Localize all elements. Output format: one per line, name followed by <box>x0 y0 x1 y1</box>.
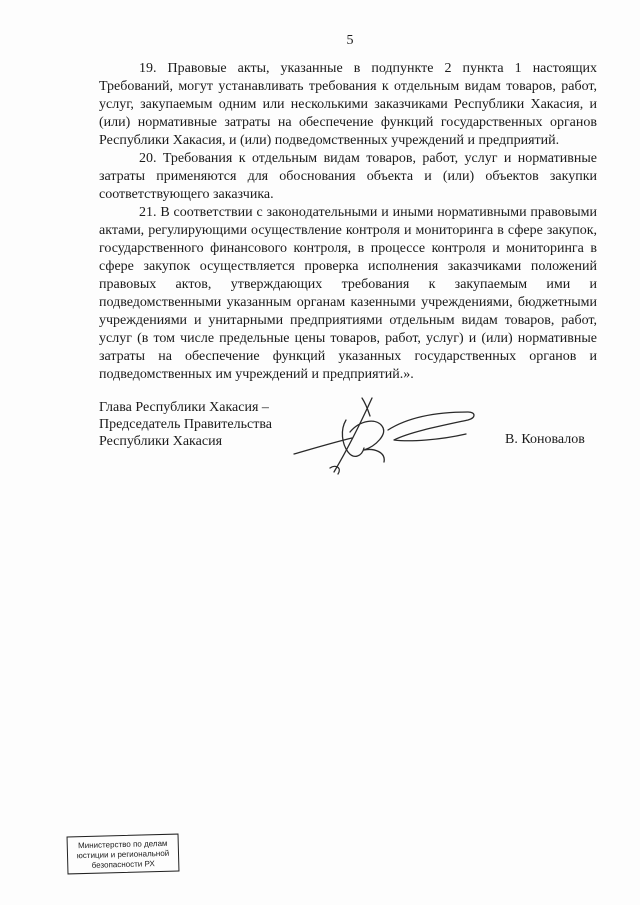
stamp-line3: безопасности РХ <box>91 859 155 870</box>
stamp-line2: юстиции и региональной <box>76 848 170 861</box>
handwritten-signature <box>290 390 490 480</box>
document-body <box>99 60 597 384</box>
paragraph-19: 19. Правовые акты, указанные в подпункте 2 пункта 1 настоящих Требований, могут устанавливать требования к отдельным видам товаров, работ, услуг, закупаемым одним или несколькими заказчиками Республики Хакасия, и (или) нормативные затраты на обеспечение функций государственных органов Республики Хакасия, и (или) подведомственных учреждений и предприятий. <box>99 61 597 148</box>
signatory-title-line2: Председатель Правительства <box>99 417 272 432</box>
signatory-name: В. Коновалов <box>505 432 585 447</box>
paragraph-21: 21. В соответствии с законодательными и иными нормативными правовыми актами, регулирующими осуществление контроля и мониторинга в сфере закупок, государственного финансового контроля, в процессе контроля и мониторинга в сфере закупок осуществляется проверка исполнения заказчиками положений правовых актов, утверждающих требования к закупаемым ими и подведомственными указанным органам казенными учреждениями, бюджетными учреждениями и унитарными предприятиями отдельным видам товаров, работ, услуг (в том числе предельные цены товаров, работ, услуг) и (или) нормативные затраты на обеспечение функций указанных государственных органов и подведомственных им учреждений и предприятий.». <box>99 205 597 382</box>
signatory-title-line3: Республики Хакасия <box>99 434 223 449</box>
stamp-line1: Министерство по делам <box>77 838 168 851</box>
registration-stamp <box>67 834 180 875</box>
paragraph-20: 20. Требования к отдельным видам товаров, работ, услуг и нормативные затраты применяются для обоснования объекта и (или) объектов закупки соответствующего заказчика. <box>99 151 597 202</box>
signatory-title-line1: Глава Республики Хакасия – <box>99 400 269 415</box>
signatory-title <box>99 399 272 450</box>
page-number: 5 <box>346 33 354 48</box>
